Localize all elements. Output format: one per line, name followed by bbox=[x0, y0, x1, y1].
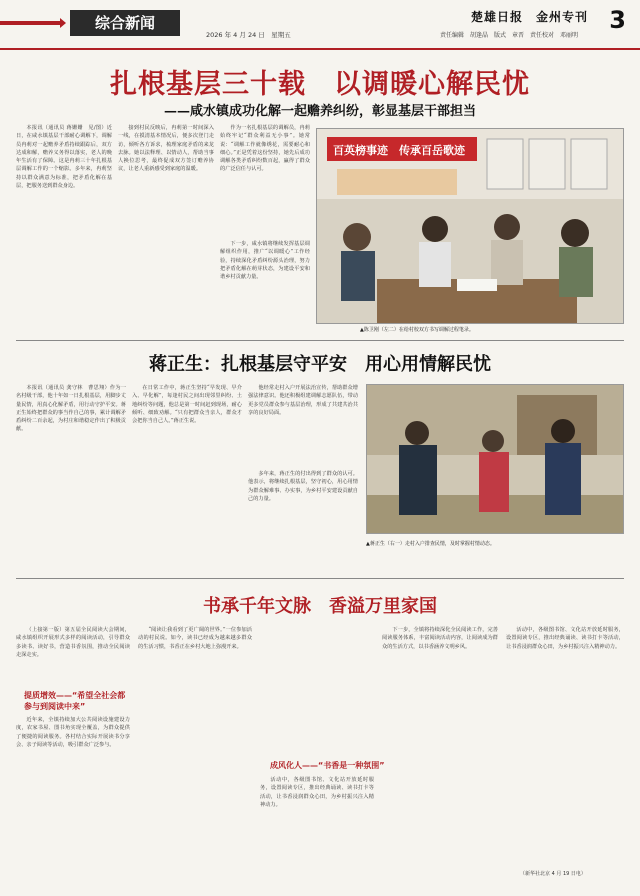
article1-col4-text: 下一步，咸水镇将继续发挥基层调解组织作用，推广“以调暖心”工作经验，持续深化矛盾纠纷源头治理，努力把矛盾化解在萌芽状态，为建设平安和谐乡村贡献力量。 bbox=[220, 241, 310, 281]
article3-subhead-1: 提质增效——“希望全社会都参与到阅读中来” bbox=[24, 691, 126, 711]
article2-column-2 bbox=[132, 384, 242, 562]
article3-body-3 bbox=[260, 776, 374, 856]
article3-column-3 bbox=[260, 626, 374, 756]
article2-col2-text: 在日常工作中，蒋正生坚持“早发现、早介入、早化解”，每逢村民之间出现邻里纠纷、土地纠纷等问题，他总是第一时间赶到现场，耐心倾听、细致劝解。“只有把群众当亲人，群众才会把你当自己人。”蒋正生说。 bbox=[132, 385, 242, 425]
article1-photo-caption: ▲陈卫刚（左二）在给村校双方书写调解过程笔录。 bbox=[360, 327, 474, 333]
article1-col3-text: 作为一名扎根基层的调解员，冉莉始终牢记“群众利益无小事”。她常说：“调解工作就像绣花，需要耐心和细心。”正是凭着这份坚持，她先后成功调解各类矛盾纠纷数百起，赢得了群众的广泛信任与认可。 bbox=[220, 125, 310, 173]
article3-body-1 bbox=[16, 716, 130, 856]
article3-body2-text: “阅读让我看到了更广阔的世界。”一位参加活动的村民说。如今，读书已经成为越来越多群众的生活习惯，书香正在乡村大地上弥漫开来。 bbox=[138, 627, 252, 650]
article1-photo bbox=[316, 128, 624, 324]
article1-col2-text: 接到村民反映后，冉莉第一时间深入一线，在摸清基本情况后，便多次登门走访，倾听各方诉求，梳理家庭矛盾的来龙去脉。她以法释理、以情动人，帮助当事人换位思考，最终促成双方签订赡养协议，让老人重新感受到家庭的温暖。 bbox=[118, 125, 214, 173]
article3-intro-text: （上接第一版）第五届全民阅读大会期间，咸水镇组织开展形式多样的阅读活动，引导群众多读书、读好书，营造书香氛围，推动全民阅读走深走实。 bbox=[16, 627, 130, 658]
divider-2 bbox=[16, 578, 624, 579]
article2-column-1 bbox=[16, 384, 126, 562]
page-number: 3 bbox=[609, 6, 626, 34]
section-label: 综合新闻 bbox=[70, 10, 180, 36]
article2-col1-text: 本报讯（通讯员 龚守林 曹思翔）作为一名村级干部，他十年如一日扎根基层，用脚步丈量民情，用真心化解矛盾，用行动守护平安。蒋正生始终把群众的事当作自己的事，累计调解矛盾纠纷二百余起，为村庄和谐稳定作出了积极贡献。 bbox=[16, 385, 126, 433]
home-visit-image bbox=[367, 385, 624, 534]
article3-source: （新华社北京 4 月 19 日电） bbox=[520, 871, 586, 877]
staff-line: 责任编辑 胡逢晶 版式 章晋 责任校对 邓丽明 bbox=[440, 32, 579, 39]
article3-column-4 bbox=[382, 626, 498, 856]
article2-column-4 bbox=[248, 470, 358, 562]
article1-col1-text: 本报讯（通讯员 蒋姗姗 见/图）近日，在咸水镇基层干部耐心调解下，调解员冉莉对一起赡养矛盾持续跟踪后，双方达成和解，赡养义务得以落实，老人的晚年生活有了保障。这是冉莉三十年扎根基层调解工作的一个缩影。多年来，冉莉坚持以群众满意为标准，把矛盾化解在基层，把服务送到群众身边。 bbox=[16, 125, 112, 190]
masthead bbox=[0, 0, 640, 50]
article1-column-2 bbox=[118, 124, 214, 310]
article1-column-4 bbox=[220, 240, 310, 330]
article3-intro bbox=[16, 626, 130, 686]
divider-1 bbox=[16, 340, 624, 341]
article3-column-5 bbox=[506, 626, 624, 862]
paper-name: 楚雄日报 金州专刊 bbox=[470, 10, 588, 24]
article1-subheadline: ——咸水镇成功化解一起赡养纠纷，彰显基层干部担当 bbox=[163, 104, 476, 119]
article2-title: 蒋正生：扎根基层守平安 用心用情解民忧 bbox=[149, 354, 491, 375]
mediation-scene-image bbox=[317, 129, 624, 324]
photo-banner-text: 百英榜事迹 传承百岳歌迹 bbox=[333, 144, 465, 157]
article2-col4-text: 多年来，蒋正生的付出得到了群众的认可。他表示，将继续扎根基层，坚守初心，用心用情为群众解难事、办实事，为乡村平安建设贡献自己的力量。 bbox=[248, 471, 358, 502]
article3-subhead-2: 成风化人——“书香是一种氛围” bbox=[270, 761, 385, 770]
article3-body4-text: 下一步，全镇将持续深化全民阅读工作，完善阅读服务体系，丰富阅读活动内容，让阅读成为群众的生活方式，以书香涵养文明乡风。 bbox=[382, 627, 498, 650]
article3-column-2 bbox=[138, 626, 252, 856]
article2-col3-text: 他经常走村入户开展法治宣传，帮助群众增强法律意识。他还积极组建调解志愿队伍，带动更多党员群众参与基层治理，形成了共建共治共享的良好局面。 bbox=[248, 385, 358, 416]
issue-date: 2026 年 4 月 24 日 星期五 bbox=[206, 31, 291, 39]
article3-body1-text: 近年来，全镇持续加大公共阅读设施建设力度，农家书屋、图书角实现全覆盖，为群众提供了便捷的阅读服务。各村结合实际开展读书分享会、亲子阅读等活动，吸引群众广泛参与。 bbox=[16, 717, 130, 748]
article1-column-1 bbox=[16, 124, 112, 310]
article2-photo-caption: ▲蒋正生（右一）走村入户排查民情，及时掌握村情动态。 bbox=[366, 541, 495, 547]
article3-title: 书承千年文脉 香溢万里家国 bbox=[203, 596, 437, 617]
masthead-decoration bbox=[0, 18, 66, 28]
article3-body3-text: 活动中，各级图书馆、文化站开放延时服务，设置阅读专区，推出经典诵读、读书打卡等活动，让书香浸润群众心田，为乡村振兴注入精神动力。 bbox=[260, 777, 374, 808]
article1-headline: 扎根基层三十载 以调暖心解民忧 bbox=[110, 69, 530, 100]
article3-body5-text: 活动中，各级图书馆、文化站开放延时服务，设置阅读专区，推出经典诵读、读书打卡等活动，让书香浸润群众心田，为乡村振兴注入精神动力。 bbox=[506, 627, 624, 650]
article2-photo bbox=[366, 384, 624, 534]
